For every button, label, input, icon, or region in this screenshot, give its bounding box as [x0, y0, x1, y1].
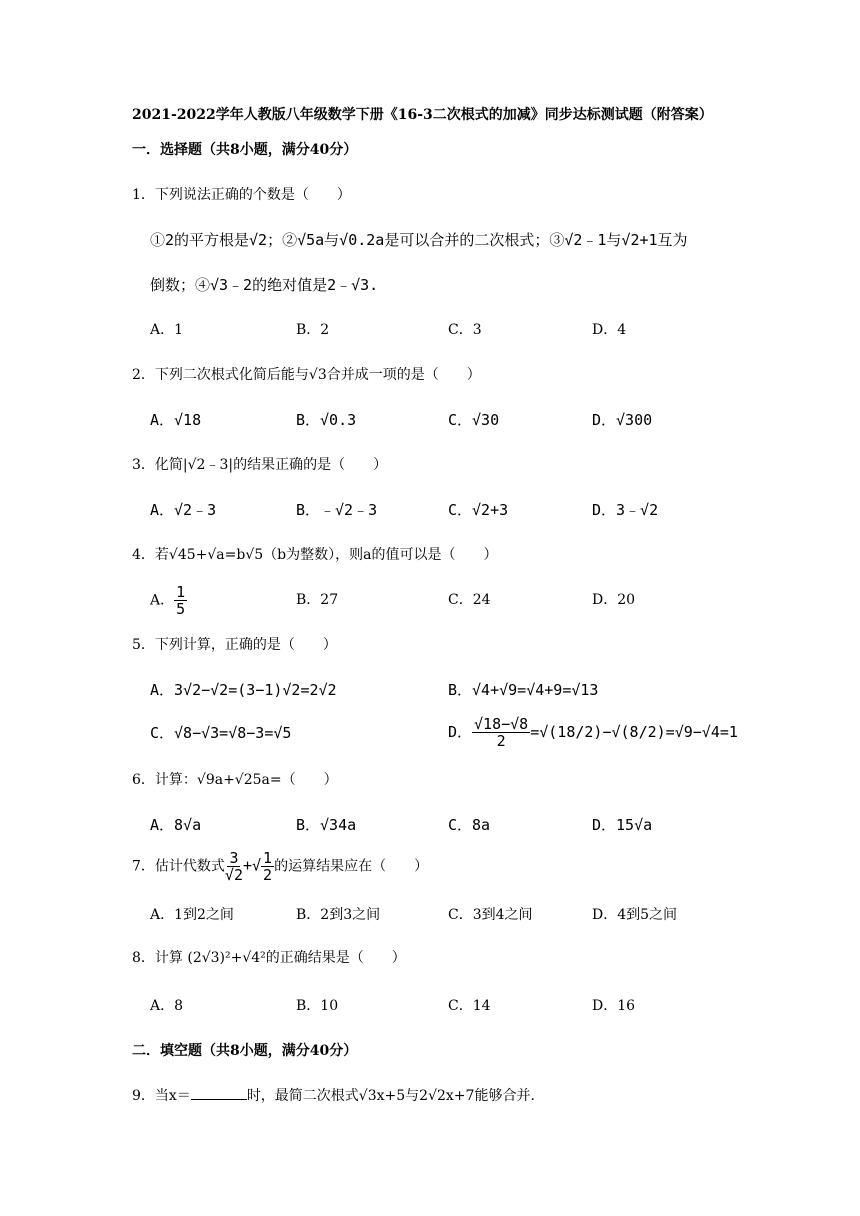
question-8-option-a[interactable]: A．8 — [150, 998, 184, 1014]
question-1-stem-line2: ①2的平方根是√2；②√5a与√0.2a是可以合并的二次根式；③√2﹣1与√2+1互为 — [150, 231, 688, 249]
question-7-option-d[interactable]: D．4到5之间 — [592, 907, 678, 923]
question-9-stem-prefix: 9．当x＝ — [132, 1088, 191, 1104]
question-5-option-c[interactable]: C．√8−√3=√8−3=√5 — [150, 724, 292, 742]
question-5-option-d[interactable] — [448, 716, 738, 749]
question-2-stem: 2．下列二次根式化简后能与√3合并成一项的是（ ） — [132, 367, 481, 383]
question-1-option-a[interactable]: A．1 — [150, 322, 184, 338]
question-6-option-c[interactable]: C．8a — [448, 816, 491, 834]
question-2-option-a[interactable]: A．√18 — [150, 411, 202, 429]
question-1-stem: 1．下列说法正确的个数是（ ） — [132, 187, 351, 203]
question-9-stem — [132, 1084, 535, 1108]
question-5-option-d-rest: =√(18/2)−√(8/2)=√9−√4=1 — [530, 723, 738, 741]
question-7-stem — [132, 850, 428, 883]
fraction-denominator: 5 — [176, 600, 186, 618]
question-6-stem: 6．计算：√9a+√25a=（ ） — [132, 772, 338, 788]
fraction-numerator: 3 — [229, 849, 239, 867]
question-5-option-a[interactable]: A．3√2−√2=(3−1)√2=2√2 — [150, 681, 337, 699]
question-4-option-a[interactable] — [150, 584, 187, 617]
document-title: 2021-2022学年人教版八年级数学下册《16-3二次根式的加减》同步达标测试题（附答案） — [132, 107, 713, 123]
question-6-option-b[interactable]: B．√34a — [296, 816, 357, 834]
question-8-option-d[interactable]: D．16 — [592, 998, 636, 1014]
question-1-option-b[interactable]: B．2 — [296, 322, 330, 338]
question-7-fraction-2 — [261, 850, 274, 883]
question-3-option-a[interactable]: A．√2﹣3 — [150, 501, 217, 519]
question-3-option-c[interactable]: C．√2+3 — [448, 501, 509, 519]
question-7-stem-prefix: 7．估计代数式 — [132, 858, 225, 875]
fraction-denominator: √2 — [224, 866, 243, 884]
fraction-denominator: 2 — [496, 732, 506, 750]
question-8-option-c[interactable]: C．14 — [448, 998, 491, 1014]
question-4-stem: 4．若√45+√a=b√5（b为整数），则a的值可以是（ ） — [132, 547, 498, 563]
question-5-option-d-label: D． — [448, 723, 473, 741]
question-4-option-c[interactable]: C．24 — [448, 592, 491, 608]
question-8-stem: 8．计算 (2√3)²+√4²的正确结果是（ ） — [132, 950, 406, 966]
question-3-stem: 3．化简|√2﹣3|的结果正确的是（ ） — [132, 457, 388, 473]
question-8-option-b[interactable]: B．10 — [296, 998, 339, 1014]
question-7-plus-sqrt: +√ — [242, 856, 262, 875]
fraction-numerator: √18−√8 — [474, 715, 529, 733]
question-5-option-d-fraction — [472, 716, 530, 749]
question-2-option-d[interactable]: D．√300 — [592, 411, 653, 429]
question-7-option-c[interactable]: C．3到4之间 — [448, 907, 533, 923]
question-7-option-b[interactable]: B．2到3之间 — [296, 907, 381, 923]
section-heading-choice: 一．选择题（共8小题，满分40分） — [132, 142, 358, 158]
question-3-option-d[interactable]: D．3﹣√2 — [592, 501, 659, 519]
question-1-option-d[interactable]: D．4 — [592, 322, 627, 338]
question-6-option-d[interactable]: D．15√a — [592, 816, 653, 834]
question-5-stem: 5．下列计算，正确的是（ ） — [132, 637, 337, 653]
fraction-numerator: 1 — [263, 849, 273, 867]
question-7-fraction-1 — [225, 850, 243, 883]
question-9-stem-suffix: 时，最简二次根式√3x+5与2√2x+7能够合并. — [246, 1088, 535, 1104]
question-4-option-a-fraction — [174, 584, 187, 617]
question-4-option-a-label: A． — [150, 592, 175, 609]
fraction-denominator: 2 — [263, 866, 273, 884]
question-1-option-c[interactable]: C．3 — [448, 322, 482, 338]
question-4-option-b[interactable]: B．27 — [296, 592, 339, 608]
fraction-numerator: 1 — [176, 583, 186, 601]
question-1-stem-line3: 倒数；④√3﹣2的绝对值是2﹣√3. — [150, 276, 379, 294]
question-7-option-a[interactable]: A．1到2之间 — [150, 907, 234, 923]
answer-blank[interactable] — [191, 1085, 247, 1100]
question-7-stem-suffix: 的运算结果应在（ ） — [274, 858, 429, 875]
question-5-option-b[interactable]: B．√4+√9=√4+9=√13 — [448, 681, 599, 699]
question-4-option-d[interactable]: D．20 — [592, 592, 636, 608]
question-2-option-b[interactable]: B．√0.3 — [296, 411, 357, 429]
question-6-option-a[interactable]: A．8√a — [150, 816, 202, 834]
question-2-option-c[interactable]: C．√30 — [448, 411, 500, 429]
question-3-option-b[interactable]: B．﹣√2﹣3 — [296, 501, 378, 519]
section-heading-fill: 二．填空题（共8小题，满分40分） — [132, 1043, 358, 1059]
